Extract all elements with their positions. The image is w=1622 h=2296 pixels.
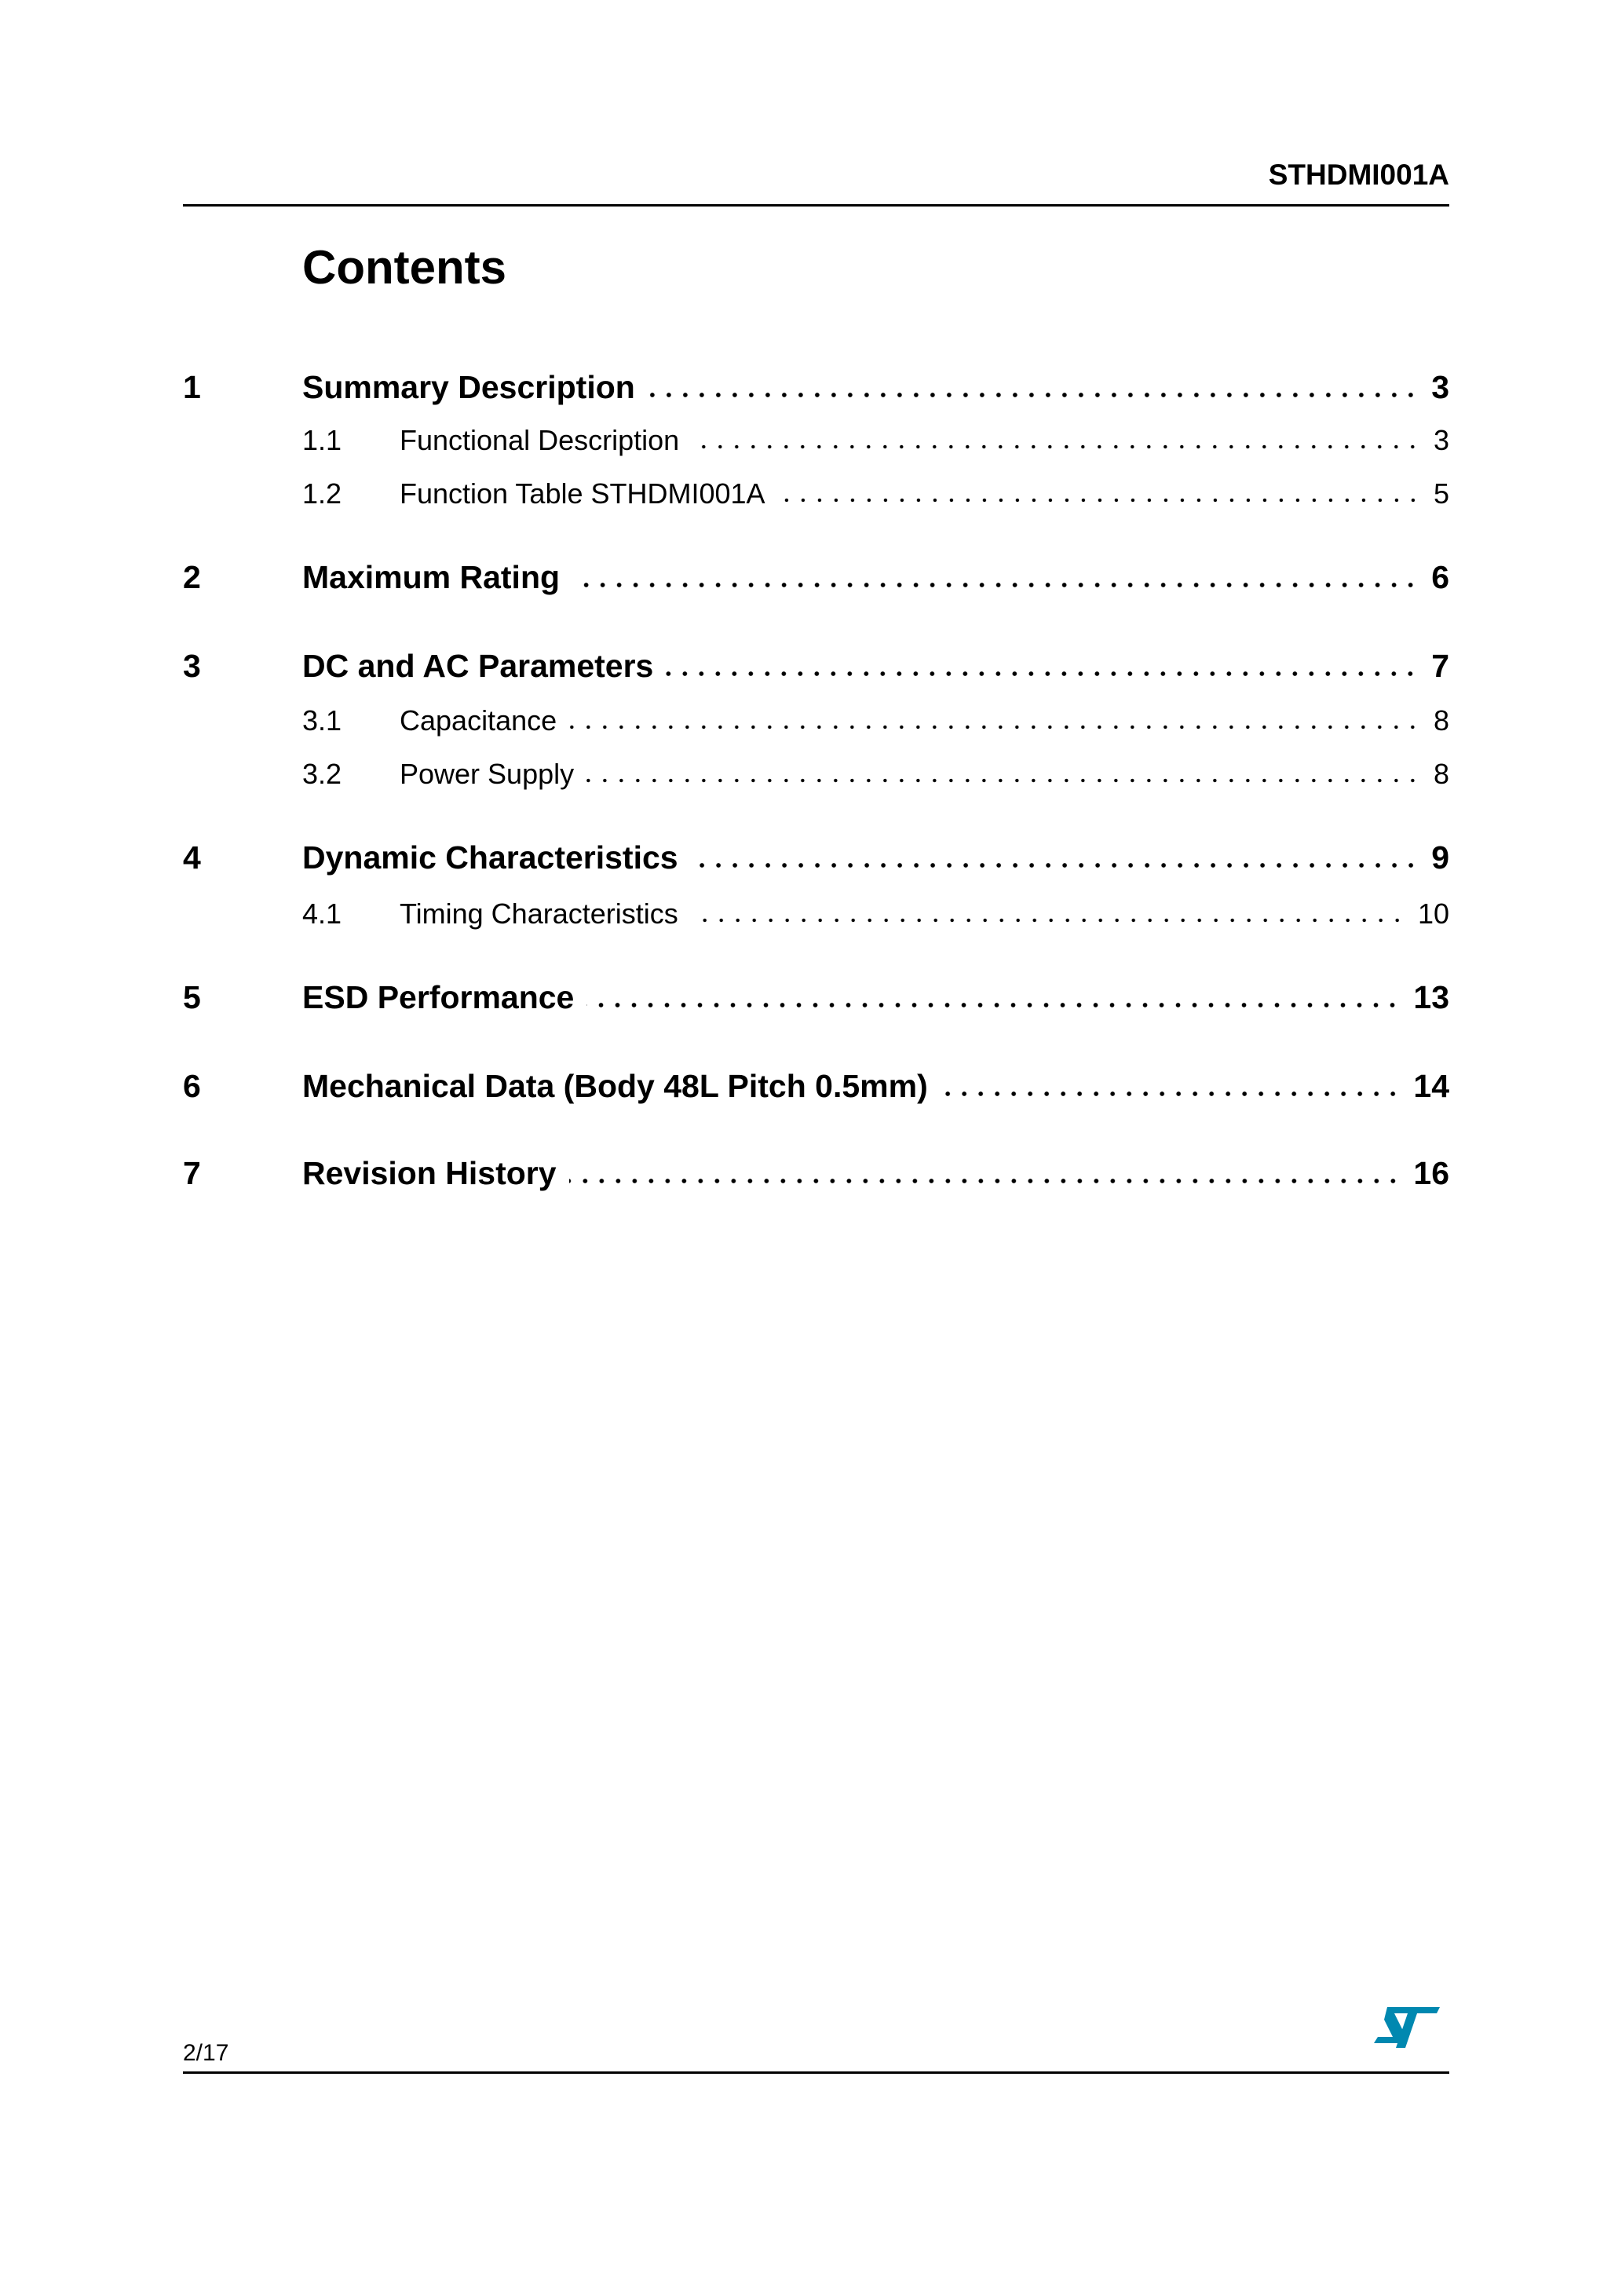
toc-title[interactable]: Dynamic Characteristics: [302, 839, 678, 876]
toc-title[interactable]: ESD Performance: [302, 979, 575, 1015]
dot-leader: [586, 777, 1421, 784]
toc-page[interactable]: 9: [1431, 839, 1449, 876]
toc-number: 3: [183, 648, 201, 684]
toc-number: 6: [183, 1068, 201, 1104]
toc-entry[interactable]: [183, 648, 1449, 685]
header-rule: [183, 204, 1449, 207]
toc-page[interactable]: 8: [1433, 758, 1449, 790]
toc-title[interactable]: Timing Characteristics: [400, 898, 678, 930]
page-number: 2/17: [183, 2040, 229, 2066]
st-logo-icon: [1374, 2007, 1440, 2051]
toc-page[interactable]: 3: [1431, 369, 1449, 405]
toc-title[interactable]: Summary Description: [302, 369, 635, 405]
toc-number: 2: [183, 559, 201, 595]
toc-entry[interactable]: [302, 898, 1449, 930]
toc-page[interactable]: 6: [1431, 559, 1449, 595]
toc-entry[interactable]: [302, 477, 1449, 510]
page-title: Contents: [302, 241, 506, 294]
toc-entry[interactable]: [183, 1068, 1449, 1105]
toc-entry[interactable]: [183, 839, 1449, 876]
document-id: STHDMI001A: [1268, 159, 1449, 191]
toc-number: 1: [183, 369, 201, 405]
toc-entry[interactable]: [183, 369, 1449, 406]
toc-page[interactable]: 10: [1417, 898, 1449, 930]
toc-title[interactable]: DC and AC Parameters: [302, 648, 654, 684]
dot-leader: [692, 444, 1421, 450]
toc-entry[interactable]: [183, 1155, 1449, 1192]
toc-number: 4.1: [302, 898, 342, 930]
toc-page[interactable]: 14: [1413, 1068, 1449, 1104]
toc-page[interactable]: 16: [1413, 1155, 1449, 1191]
toc-title[interactable]: Function Table STHDMI001A: [400, 477, 765, 510]
dot-leader: [691, 862, 1419, 868]
toc-title[interactable]: Maximum Rating: [302, 559, 561, 595]
toc-title[interactable]: Functional Description: [400, 424, 680, 456]
dot-leader: [569, 1178, 1401, 1184]
toc-entry[interactable]: [183, 979, 1449, 1016]
toc-title[interactable]: Power Supply: [400, 758, 575, 790]
dot-leader: [666, 671, 1419, 677]
toc-number: 5: [183, 979, 201, 1015]
toc-number: 4: [183, 839, 201, 876]
toc-entry[interactable]: [302, 704, 1449, 737]
toc-page[interactable]: 5: [1433, 477, 1449, 510]
toc-page[interactable]: 3: [1433, 424, 1449, 456]
toc-entry[interactable]: [302, 424, 1449, 457]
toc-title[interactable]: Capacitance: [400, 704, 557, 737]
toc-title[interactable]: Mechanical Data (Body 48L Pitch 0.5mm): [302, 1068, 928, 1104]
toc-number: 1.1: [302, 424, 342, 456]
dot-leader: [648, 392, 1419, 398]
dot-leader: [586, 1002, 1401, 1008]
toc-number: 3.1: [302, 704, 342, 737]
footer-rule: [183, 2071, 1449, 2074]
toc-number: 1.2: [302, 477, 342, 510]
dot-leader: [569, 724, 1421, 730]
toc-entry[interactable]: [183, 559, 1449, 596]
dot-leader: [572, 582, 1419, 588]
dot-leader: [941, 1091, 1401, 1097]
toc-entry[interactable]: [302, 758, 1449, 791]
toc-number: 7: [183, 1155, 201, 1191]
toc-title[interactable]: Revision History: [302, 1155, 557, 1191]
toc-page[interactable]: 13: [1413, 979, 1449, 1015]
dot-leader: [778, 497, 1421, 503]
dot-leader: [691, 917, 1405, 923]
toc-page[interactable]: 8: [1433, 704, 1449, 737]
toc-page[interactable]: 7: [1431, 648, 1449, 684]
toc-number: 3.2: [302, 758, 342, 790]
